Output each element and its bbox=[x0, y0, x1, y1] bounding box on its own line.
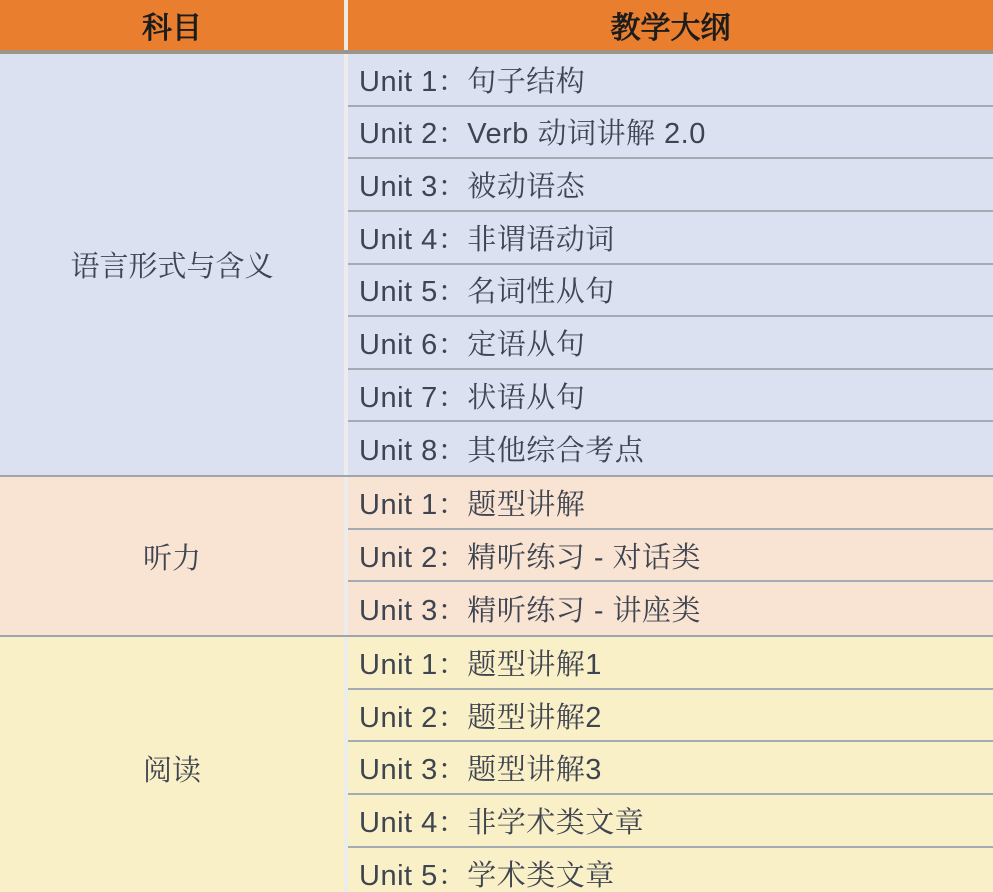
units-column-reading bbox=[348, 637, 993, 892]
unit-row: Unit 4：非谓语动词 bbox=[348, 212, 993, 265]
unit-row: Unit 4：非学术类文章 bbox=[348, 795, 993, 848]
section-listening bbox=[0, 477, 993, 637]
unit-row: Unit 3：被动语态 bbox=[348, 159, 993, 212]
units-column-grammar bbox=[348, 54, 993, 475]
table-header-row bbox=[0, 0, 993, 54]
unit-row: Unit 1：题型讲解1 bbox=[348, 637, 993, 690]
unit-row: Unit 3：题型讲解3 bbox=[348, 742, 993, 795]
subject-cell-listening: 听力 bbox=[0, 477, 348, 635]
unit-row: Unit 1：句子结构 bbox=[348, 54, 993, 107]
unit-row: Unit 2：精听练习 - 对话类 bbox=[348, 530, 993, 583]
unit-row: Unit 3：精听练习 - 讲座类 bbox=[348, 582, 993, 635]
unit-row: Unit 6：定语从句 bbox=[348, 317, 993, 370]
unit-row: Unit 1：题型讲解 bbox=[348, 477, 993, 530]
unit-row: Unit 8：其他综合考点 bbox=[348, 422, 993, 475]
section-grammar bbox=[0, 54, 993, 477]
unit-row: Unit 7：状语从句 bbox=[348, 370, 993, 423]
subject-cell-grammar: 语言形式与含义 bbox=[0, 54, 348, 475]
section-reading bbox=[0, 637, 993, 892]
unit-row: Unit 5：名词性从句 bbox=[348, 265, 993, 318]
unit-row: Unit 5：学术类文章 bbox=[348, 848, 993, 892]
units-column-listening bbox=[348, 477, 993, 635]
unit-row: Unit 2：题型讲解2 bbox=[348, 690, 993, 743]
header-cell-subject: 科目 bbox=[0, 0, 348, 50]
unit-row: Unit 2：Verb 动词讲解 2.0 bbox=[348, 107, 993, 160]
subject-cell-reading: 阅读 bbox=[0, 637, 348, 892]
header-cell-syllabus: 教学大纲 bbox=[348, 0, 993, 50]
